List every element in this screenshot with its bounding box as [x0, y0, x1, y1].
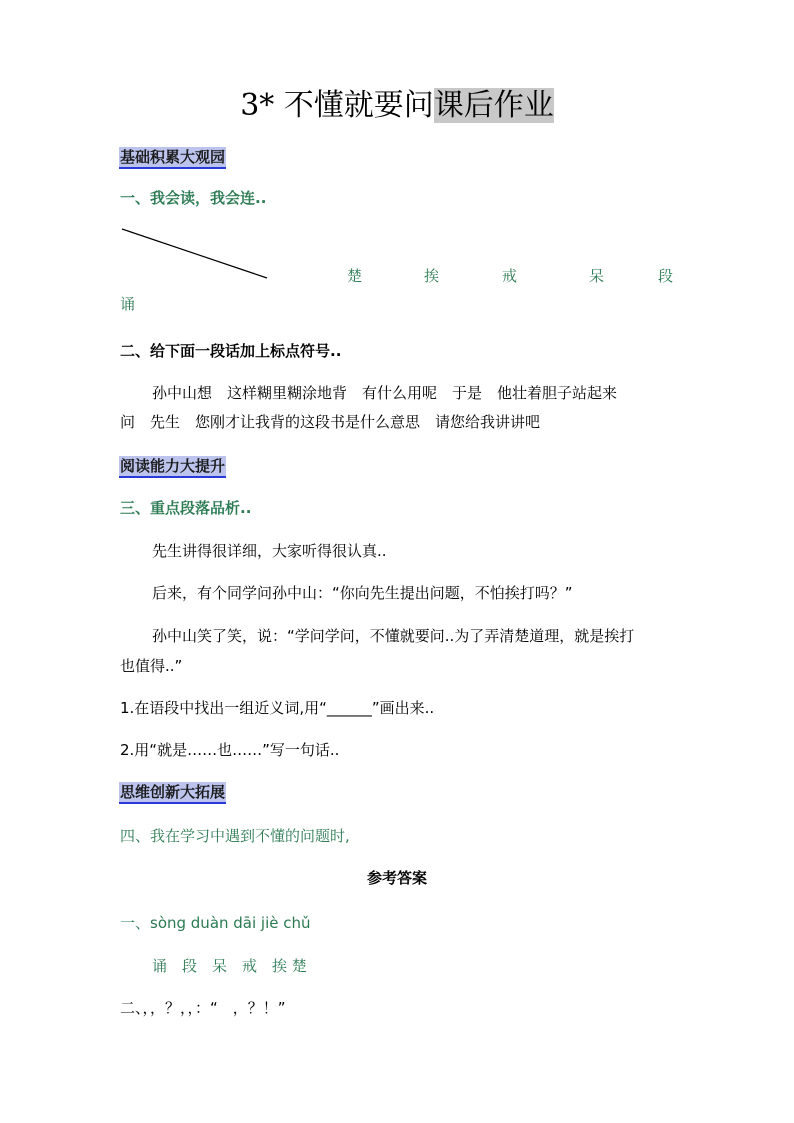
- passage-line-1: 先生讲得很详细，大家听得很认真..: [152, 542, 387, 560]
- sub-question-1: 1.在语段中找出一组近义词,用“______”画出来..: [120, 699, 435, 717]
- answer-2: 二、，，？，，：“ ，？！”: [120, 999, 286, 1017]
- char-5: 段: [658, 267, 674, 285]
- question-2-line-2: 问 先生 您刚才让我背的这段书是什么意思 请您给我讲讲吧: [120, 413, 541, 431]
- passage-line-2: 后来，有个同学问孙中山：“你向先生提出问题，不怕挨打吗？”: [152, 584, 573, 602]
- title-highlight: 课后作业: [433, 88, 554, 123]
- question-2-line-1: 孙中山想 这样糊里糊涂地背 有什么用呢 于是 他壮着胆子站起来: [152, 384, 618, 402]
- connect-line-stroke: [122, 229, 267, 278]
- char-6: 诵: [120, 295, 136, 313]
- sub-question-2: 2.用“就是……也……”写一句话..: [120, 741, 340, 759]
- question-3-heading: 三、重点段落品析..: [120, 499, 252, 517]
- question-4-heading: 四、我在学习中遇到不懂的问题时,: [120, 827, 350, 845]
- char-3: 戒: [502, 267, 518, 285]
- char-4: 呆: [589, 267, 605, 285]
- page-title: [0, 86, 794, 126]
- passage-line-3: 孙中山笑了笑，说：“学问学问，不懂就要问..为了弄清楚道理，就是挨打: [152, 627, 635, 645]
- section-creative: 思维创新大拓展: [119, 782, 226, 804]
- answer-1-chars: 诵 段 呆 戒 挨 楚: [152, 957, 307, 975]
- char-1: 楚: [347, 267, 363, 285]
- question-1-heading: 一、我会读，我会连..: [120, 189, 267, 207]
- answer-1-pinyin: 一、sòng duàn dāi jiè chǔ: [120, 914, 311, 932]
- answers-title: 参考答案: [366, 869, 427, 887]
- title-main: 3* 不懂就要问: [240, 88, 434, 123]
- question-2-heading: 二、给下面一段话加上标点符号..: [120, 342, 342, 360]
- connect-line: [120, 226, 280, 286]
- passage-line-4: 也值得..”: [120, 657, 183, 675]
- char-2: 挨: [424, 267, 440, 285]
- section-reading: 阅读能力大提升: [119, 456, 226, 478]
- section-basic: 基础积累大观园: [119, 147, 226, 169]
